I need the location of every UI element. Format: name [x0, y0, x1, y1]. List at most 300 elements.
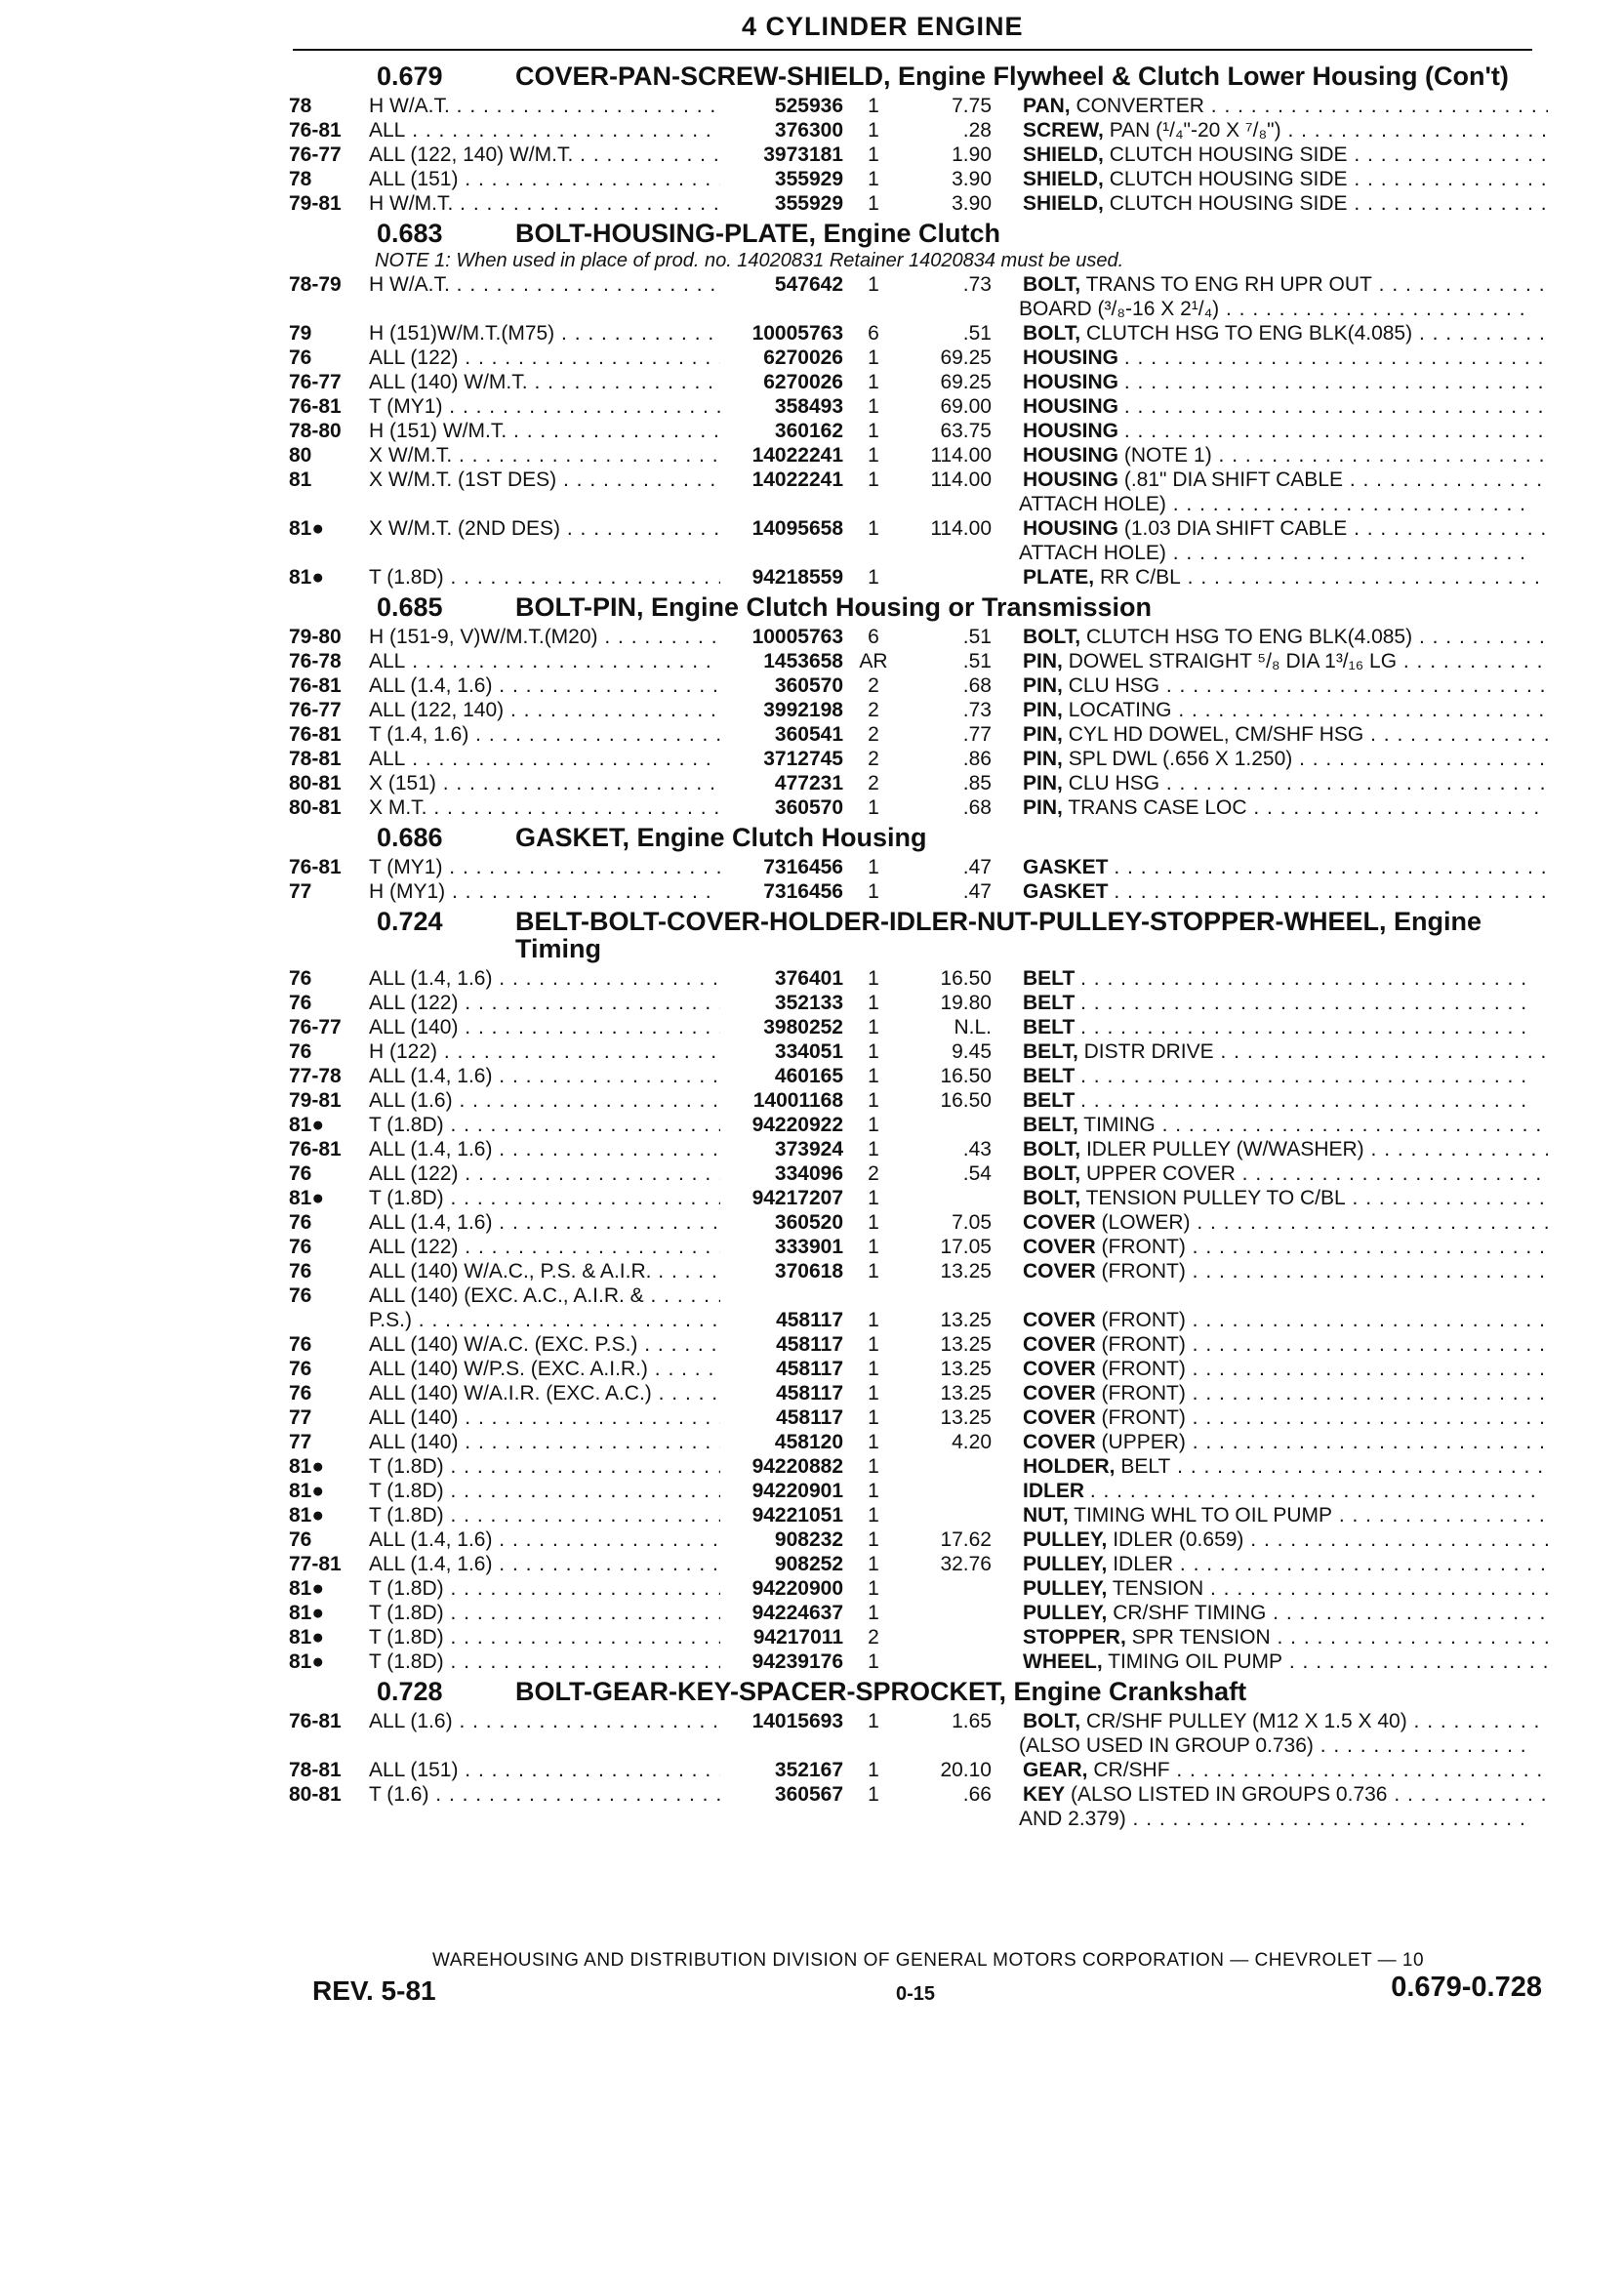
model-year: 80-81 — [289, 796, 342, 819]
model-year: 78-81 — [289, 1759, 342, 1781]
quantity: 1 — [868, 143, 879, 166]
part-row — [289, 1552, 1548, 1576]
part-detail: TRANS CASE LOC . . . — [1068, 796, 1548, 819]
application: ALL (140) W/A.I.R. (EXC. A.C.) . . . — [369, 1381, 720, 1405]
model-year: 76-81 — [289, 1138, 342, 1160]
part-name: SHIELD, — [1023, 168, 1104, 190]
part-number: 1453658 — [763, 650, 843, 672]
part-row-continuation — [289, 1807, 1548, 1831]
footer-group-range: 0.679-0.728 — [1391, 1972, 1542, 2003]
part-row — [289, 1479, 1548, 1503]
part-description — [1023, 1283, 1548, 1308]
application: T (1.6) . . . — [369, 1782, 720, 1807]
part-detail: (FRONT) . . . — [1102, 1382, 1548, 1405]
price: .68 — [962, 674, 992, 697]
part-number: 7316456 — [763, 856, 843, 878]
section-0-724 — [289, 908, 1548, 1674]
part-row — [289, 94, 1548, 118]
part-number: 3973181 — [763, 143, 843, 166]
quantity: 1 — [868, 95, 879, 117]
section-title: BOLT-HOUSING-PLATE, Engine Clutch — [515, 219, 1000, 248]
quantity: 1 — [868, 566, 879, 589]
part-row — [289, 272, 1548, 297]
part-row — [289, 1308, 1548, 1332]
part-row — [289, 1601, 1548, 1625]
section-0-685 — [289, 593, 1548, 820]
price: 1.90 — [952, 143, 992, 166]
application: ALL . . . — [369, 747, 720, 771]
quantity: 1 — [868, 1553, 879, 1575]
quantity: 1 — [868, 992, 879, 1014]
part-name: IDLER — [1023, 1480, 1084, 1502]
part-number: 14095658 — [751, 517, 843, 540]
application: T (1.8D) . . . — [369, 1625, 720, 1649]
part-description — [1023, 346, 1548, 370]
section-title: COVER-PAN-SCREW-SHIELD, Engine Flywheel & Clutch Lower Housing (Con't) — [515, 61, 1509, 91]
part-detail — [1080, 992, 1527, 1014]
part-number: 6270026 — [763, 346, 843, 369]
part-row — [289, 722, 1548, 747]
price: 13.25 — [940, 1260, 992, 1282]
part-description — [1023, 1709, 1548, 1733]
section-title: BOLT-PIN, Engine Clutch Housing or Transmission — [515, 592, 1153, 622]
part-description — [1023, 1758, 1548, 1782]
part-detail — [1124, 420, 1548, 442]
price: 3.90 — [952, 192, 992, 215]
model-year: 81● — [289, 1577, 325, 1600]
part-description — [1023, 722, 1548, 747]
part-row — [289, 1259, 1548, 1283]
part-number: 355929 — [774, 192, 843, 215]
part-number: 94217207 — [751, 1187, 843, 1209]
part-detail: SPL DWL (.656 X 1.250) . . . — [1069, 748, 1548, 770]
part-number: 360570 — [774, 796, 843, 819]
part-name: HOLDER, — [1023, 1455, 1116, 1478]
quantity: 1 — [868, 1650, 879, 1673]
part-row — [289, 625, 1548, 649]
price: 114.00 — [930, 468, 992, 491]
section-0-728 — [289, 1678, 1548, 1831]
application: ALL (122, 140) . . . — [369, 698, 720, 722]
application: T (1.8D) . . . — [369, 1576, 720, 1601]
part-name: PULLEY, — [1023, 1528, 1108, 1551]
model-year: 81● — [289, 1187, 325, 1209]
quantity: 1 — [868, 1710, 879, 1732]
part-row — [289, 1235, 1548, 1259]
application: ALL (140) . . . — [369, 1405, 720, 1430]
part-name: PIN, — [1023, 650, 1063, 672]
quantity: 1 — [868, 1406, 879, 1429]
application: T (1.8D) . . . — [369, 1649, 720, 1674]
model-year: 76 — [289, 1333, 312, 1356]
price: 114.00 — [930, 517, 992, 540]
part-number: 547642 — [774, 273, 843, 296]
model-year: 76 — [289, 992, 312, 1014]
part-description — [1023, 272, 1548, 297]
model-year: 77-81 — [289, 1553, 342, 1575]
part-detail: (UPPER) . . . — [1102, 1431, 1548, 1453]
price: 17.05 — [940, 1236, 992, 1258]
model-year: 80 — [289, 444, 312, 467]
quantity: 2 — [868, 723, 879, 746]
part-number: 94224637 — [751, 1602, 843, 1624]
section-0-683 — [289, 220, 1548, 590]
part-description — [1023, 1527, 1548, 1552]
price: 1.65 — [952, 1710, 992, 1732]
part-name: SHIELD, — [1023, 192, 1104, 215]
part-detail: TRANS TO ENG RH UPR OUT . . . — [1086, 273, 1548, 296]
part-name: PIN, — [1023, 796, 1063, 819]
quantity: 1 — [868, 1480, 879, 1502]
model-year: 76 — [289, 967, 312, 990]
model-year: 76 — [289, 1382, 312, 1405]
application: ALL . . . — [369, 118, 720, 142]
application: ALL . . . — [369, 649, 720, 673]
part-description — [1023, 118, 1548, 142]
application: T (1.8D) . . . — [369, 1186, 720, 1210]
application: ALL (122) . . . — [369, 991, 720, 1015]
price: .47 — [962, 856, 992, 878]
part-row — [289, 879, 1548, 904]
part-name: SCREW, — [1023, 119, 1104, 142]
part-detail — [1080, 1065, 1527, 1087]
part-row — [289, 167, 1548, 191]
part-name: KEY — [1023, 1783, 1066, 1806]
part-number: 360541 — [774, 723, 843, 746]
part-number: 333901 — [774, 1236, 843, 1258]
part-detail: CYL HD DOWEL, CM/SHF HSG . . . — [1069, 723, 1548, 746]
quantity: 1 — [868, 1333, 879, 1356]
part-description — [1023, 1332, 1548, 1357]
quantity: 1 — [868, 273, 879, 296]
quantity: 1 — [868, 1114, 879, 1136]
application: ALL (151) . . . — [369, 167, 720, 191]
part-number: 355929 — [774, 168, 843, 190]
quantity: 1 — [868, 1602, 879, 1624]
part-detail: CR/SHF PULLEY (M12 X 1.5 X 40) . . . — [1086, 1710, 1548, 1732]
part-description — [1023, 1186, 1548, 1210]
price: .43 — [962, 1138, 992, 1160]
model-year: 76 — [289, 1528, 312, 1551]
part-name: BELT, — [1023, 1040, 1078, 1063]
quantity: 1 — [868, 346, 879, 369]
quantity: 1 — [868, 1065, 879, 1087]
part-detail: (FRONT) . . . — [1102, 1236, 1548, 1258]
part-detail-continued — [289, 1733, 1526, 1758]
model-year: 76 — [289, 1040, 312, 1063]
model-year: 80-81 — [289, 1783, 342, 1806]
application: ALL (1.4, 1.6) . . . — [369, 1552, 720, 1576]
part-name: PIN, — [1023, 723, 1063, 746]
part-number: 14022241 — [751, 468, 843, 491]
part-row — [289, 1576, 1548, 1601]
model-year: 78-81 — [289, 748, 342, 770]
part-name: HOUSING — [1023, 468, 1119, 491]
price: .51 — [962, 322, 992, 345]
application: T (MY1) . . . — [369, 394, 720, 419]
model-year: 76-81 — [289, 723, 342, 746]
part-number: 7316456 — [763, 880, 843, 903]
part-detail — [1090, 1480, 1537, 1502]
part-row — [289, 1503, 1548, 1527]
part-number: 373924 — [774, 1138, 843, 1160]
part-row-continuation — [289, 1733, 1548, 1758]
part-detail: (FRONT) . . . — [1102, 1358, 1548, 1380]
application: H (151)W/M.T.(M75) . . . — [369, 321, 720, 346]
quantity: 1 — [868, 1089, 879, 1112]
application: P.S.) . . . — [369, 1308, 720, 1332]
price: .47 — [962, 880, 992, 903]
part-number: 94220922 — [751, 1114, 843, 1136]
part-description — [1023, 771, 1548, 795]
part-name: BELT — [1023, 1065, 1076, 1087]
part-row — [289, 1782, 1548, 1807]
quantity: 1 — [868, 1528, 879, 1551]
price: 69.25 — [940, 371, 992, 393]
quantity: 1 — [868, 420, 879, 442]
part-row — [289, 1088, 1548, 1113]
part-number: 460165 — [774, 1065, 843, 1087]
application: ALL (122) . . . — [369, 346, 720, 370]
model-year: 81● — [289, 1480, 325, 1502]
part-description — [1023, 1113, 1548, 1137]
quantity: 1 — [868, 1455, 879, 1478]
model-year: 79-80 — [289, 626, 342, 648]
model-year: 76-81 — [289, 1710, 342, 1732]
part-detail: UPPER COVER . . . — [1086, 1162, 1548, 1185]
model-year: 81● — [289, 1114, 325, 1136]
application: ALL (140) (EXC. A.C., A.I.R. & . . . — [369, 1283, 720, 1308]
part-name: HOUSING — [1023, 420, 1119, 442]
price — [904, 1454, 1023, 1479]
application: ALL (122) . . . — [369, 1235, 720, 1259]
application: ALL (1.4, 1.6) . . . — [369, 1064, 720, 1088]
quantity: 1 — [868, 119, 879, 142]
part-number: 94220900 — [751, 1577, 843, 1600]
application: H (MY1) . . . — [369, 879, 720, 904]
part-row — [289, 649, 1548, 673]
quantity: 1 — [868, 880, 879, 903]
part-number: 94221051 — [751, 1504, 843, 1527]
continuation-text: BOARD (³/₈-16 X 2¹/₄) . . . — [1019, 298, 1526, 320]
part-name: GASKET — [1023, 856, 1109, 878]
quantity: AR — [859, 650, 888, 672]
quantity: 2 — [868, 1162, 879, 1185]
part-detail — [1080, 1016, 1527, 1038]
quantity: 1 — [868, 1187, 879, 1209]
part-row — [289, 1381, 1548, 1405]
part-number: 908232 — [774, 1528, 843, 1551]
part-row — [289, 1064, 1548, 1088]
part-detail: CLUTCH HSG TO ENG BLK(4.085) . . . — [1086, 626, 1548, 648]
price: 13.25 — [940, 1309, 992, 1331]
section-title: BELT-BOLT-COVER-HOLDER-IDLER-NUT-PULLEY-STOPPER-WHEEL, Engine Timing — [515, 907, 1482, 963]
footer-page-number: 0-15 — [896, 1983, 936, 2005]
part-detail: PAN (¹/₄"-20 X ⁷/₈") . . . — [1110, 119, 1548, 142]
part-detail — [1124, 371, 1548, 393]
price: 69.25 — [940, 346, 992, 369]
part-number: 358493 — [774, 395, 843, 418]
price: 16.50 — [940, 1065, 992, 1087]
section-number: 0.683 — [377, 219, 443, 248]
part-row — [289, 565, 1548, 590]
part-description — [1023, 1552, 1548, 1576]
part-row — [289, 321, 1548, 346]
part-number: 376300 — [774, 119, 843, 142]
part-number: 458117 — [776, 1333, 843, 1356]
part-description — [1023, 1308, 1548, 1332]
part-number: 360570 — [774, 674, 843, 697]
part-detail: (1.03 DIA SHIFT CABLE . . . — [1124, 517, 1548, 540]
model-year: 78-80 — [289, 420, 342, 442]
part-detail: CLUTCH HSG TO ENG BLK(4.085) . . . — [1086, 322, 1548, 345]
quantity: 1 — [868, 1211, 879, 1234]
application: X (151) . . . — [369, 771, 720, 795]
model-year: 80-81 — [289, 772, 342, 794]
application: X W/M.T. (1ST DES) . . . — [369, 468, 720, 492]
part-detail — [1080, 967, 1527, 990]
model-year: 77 — [289, 1406, 312, 1429]
part-description — [1023, 1576, 1548, 1601]
part-detail: (FRONT) . . . — [1102, 1406, 1548, 1429]
part-number: 14001168 — [752, 1089, 843, 1112]
part-row — [289, 771, 1548, 795]
part-description — [1023, 1015, 1548, 1039]
continuation-text: AND 2.379) . . . — [1019, 1808, 1526, 1830]
price — [904, 1113, 1023, 1137]
application: T (1.8D) . . . — [369, 1454, 720, 1479]
section-0-679 — [289, 62, 1548, 216]
part-description — [1023, 1503, 1548, 1527]
part-description — [1023, 142, 1548, 167]
part-number: 94220882 — [751, 1455, 843, 1478]
part-description — [1023, 94, 1548, 118]
quantity: 1 — [868, 1260, 879, 1282]
application: ALL (1.6) . . . — [369, 1088, 720, 1113]
part-detail: TENSION . . . — [1113, 1577, 1548, 1600]
price: 17.62 — [940, 1528, 992, 1551]
part-name: PAN, — [1023, 95, 1071, 117]
part-detail: RR C/BL . . . — [1100, 566, 1548, 589]
quantity: 1 — [868, 967, 879, 990]
price: 69.00 — [940, 395, 992, 418]
application: ALL (1.4, 1.6) . . . — [369, 966, 720, 991]
model-year: 76-81 — [289, 856, 342, 878]
model-year: 76 — [289, 346, 312, 369]
part-row — [289, 1137, 1548, 1161]
part-detail: CLU HSG . . . — [1069, 674, 1548, 697]
model-year: 76-77 — [289, 371, 342, 393]
part-detail: TIMING OIL PUMP . . . — [1108, 1650, 1548, 1673]
application: ALL (1.4, 1.6) . . . — [369, 1137, 720, 1161]
model-year: 77-78 — [289, 1065, 342, 1087]
model-year: 79 — [289, 322, 312, 345]
model-year: 76 — [289, 1284, 312, 1307]
price: 4.20 — [952, 1431, 992, 1453]
section-header — [289, 824, 1548, 851]
quantity: 1 — [868, 1309, 879, 1331]
price: N.L. — [954, 1016, 992, 1038]
quantity: 1 — [868, 517, 879, 540]
part-detail: CLUTCH HOUSING SIDE . . . — [1110, 143, 1548, 166]
quantity: 1 — [868, 1577, 879, 1600]
quantity: 1 — [868, 1783, 879, 1806]
part-description — [1023, 855, 1548, 879]
part-detail: IDLER (0.659) . . . — [1113, 1528, 1548, 1551]
model-year: 76 — [289, 1236, 312, 1258]
part-description — [1023, 468, 1548, 492]
section-header — [289, 1678, 1548, 1705]
part-description — [1023, 565, 1548, 590]
application: T (MY1) . . . — [369, 855, 720, 879]
part-name: HOUSING — [1023, 346, 1119, 369]
part-number: 14015693 — [751, 1710, 843, 1732]
part-detail — [1114, 880, 1548, 903]
model-year: 76-81 — [289, 395, 342, 418]
quantity: 1 — [868, 1504, 879, 1527]
part-row-continuation — [289, 297, 1548, 321]
model-year: 81● — [289, 566, 325, 589]
part-detail: TENSION PULLEY TO C/BL . . . — [1086, 1187, 1548, 1209]
part-detail — [1080, 1089, 1527, 1112]
quantity: 6 — [868, 626, 879, 648]
part-number: 352133 — [774, 992, 843, 1014]
application: H W/M.T. . . . — [369, 191, 720, 216]
part-number: 525936 — [774, 95, 843, 117]
part-description — [1023, 1601, 1548, 1625]
quantity: 1 — [868, 1138, 879, 1160]
model-year — [289, 1308, 369, 1332]
part-detail: CR/SHF . . . — [1093, 1759, 1548, 1781]
model-year: 79-81 — [289, 192, 342, 215]
part-description — [1023, 879, 1548, 904]
part-detail: CONVERTER . . . — [1076, 95, 1548, 117]
part-row — [289, 1113, 1548, 1137]
part-detail: CLUTCH HOUSING SIDE . . . — [1110, 168, 1548, 190]
footer-publisher: WAREHOUSING AND DISTRIBUTION DIVISION OF GENERAL MOTORS CORPORATION — CHEVROLET — 10 — [431, 1950, 1425, 1971]
quantity — [843, 1283, 904, 1308]
quantity: 1 — [868, 168, 879, 190]
model-year: 76 — [289, 1162, 312, 1185]
model-year: 77 — [289, 880, 312, 903]
section-title: BOLT-GEAR-KEY-SPACER-SPROCKET, Engine Crankshaft — [515, 1677, 1247, 1706]
part-description — [1023, 747, 1548, 771]
part-description — [1023, 1649, 1548, 1674]
part-description — [1023, 1161, 1548, 1186]
part-name: COVER — [1023, 1260, 1096, 1282]
quantity: 2 — [868, 699, 879, 721]
price — [904, 1283, 1023, 1308]
price — [904, 1503, 1023, 1527]
part-detail: TIMING . . . — [1083, 1114, 1548, 1136]
part-name: NUT, — [1023, 1504, 1069, 1527]
part-description — [1023, 1430, 1548, 1454]
part-row — [289, 747, 1548, 771]
part-name: COVER — [1023, 1211, 1096, 1234]
application: H (151-9, V)W/M.T.(M20) . . . — [369, 625, 720, 649]
quantity: 6 — [868, 322, 879, 345]
part-name: HOUSING — [1023, 444, 1119, 467]
title-rule — [293, 49, 1532, 51]
part-row — [289, 1283, 1548, 1308]
part-detail: (FRONT) . . . — [1102, 1333, 1548, 1356]
model-year: 77 — [289, 1431, 312, 1453]
part-description — [1023, 443, 1548, 468]
part-name: BELT — [1023, 1016, 1076, 1038]
part-detail: (FRONT) . . . — [1102, 1309, 1548, 1331]
part-row — [289, 1357, 1548, 1381]
section-header — [289, 593, 1548, 621]
